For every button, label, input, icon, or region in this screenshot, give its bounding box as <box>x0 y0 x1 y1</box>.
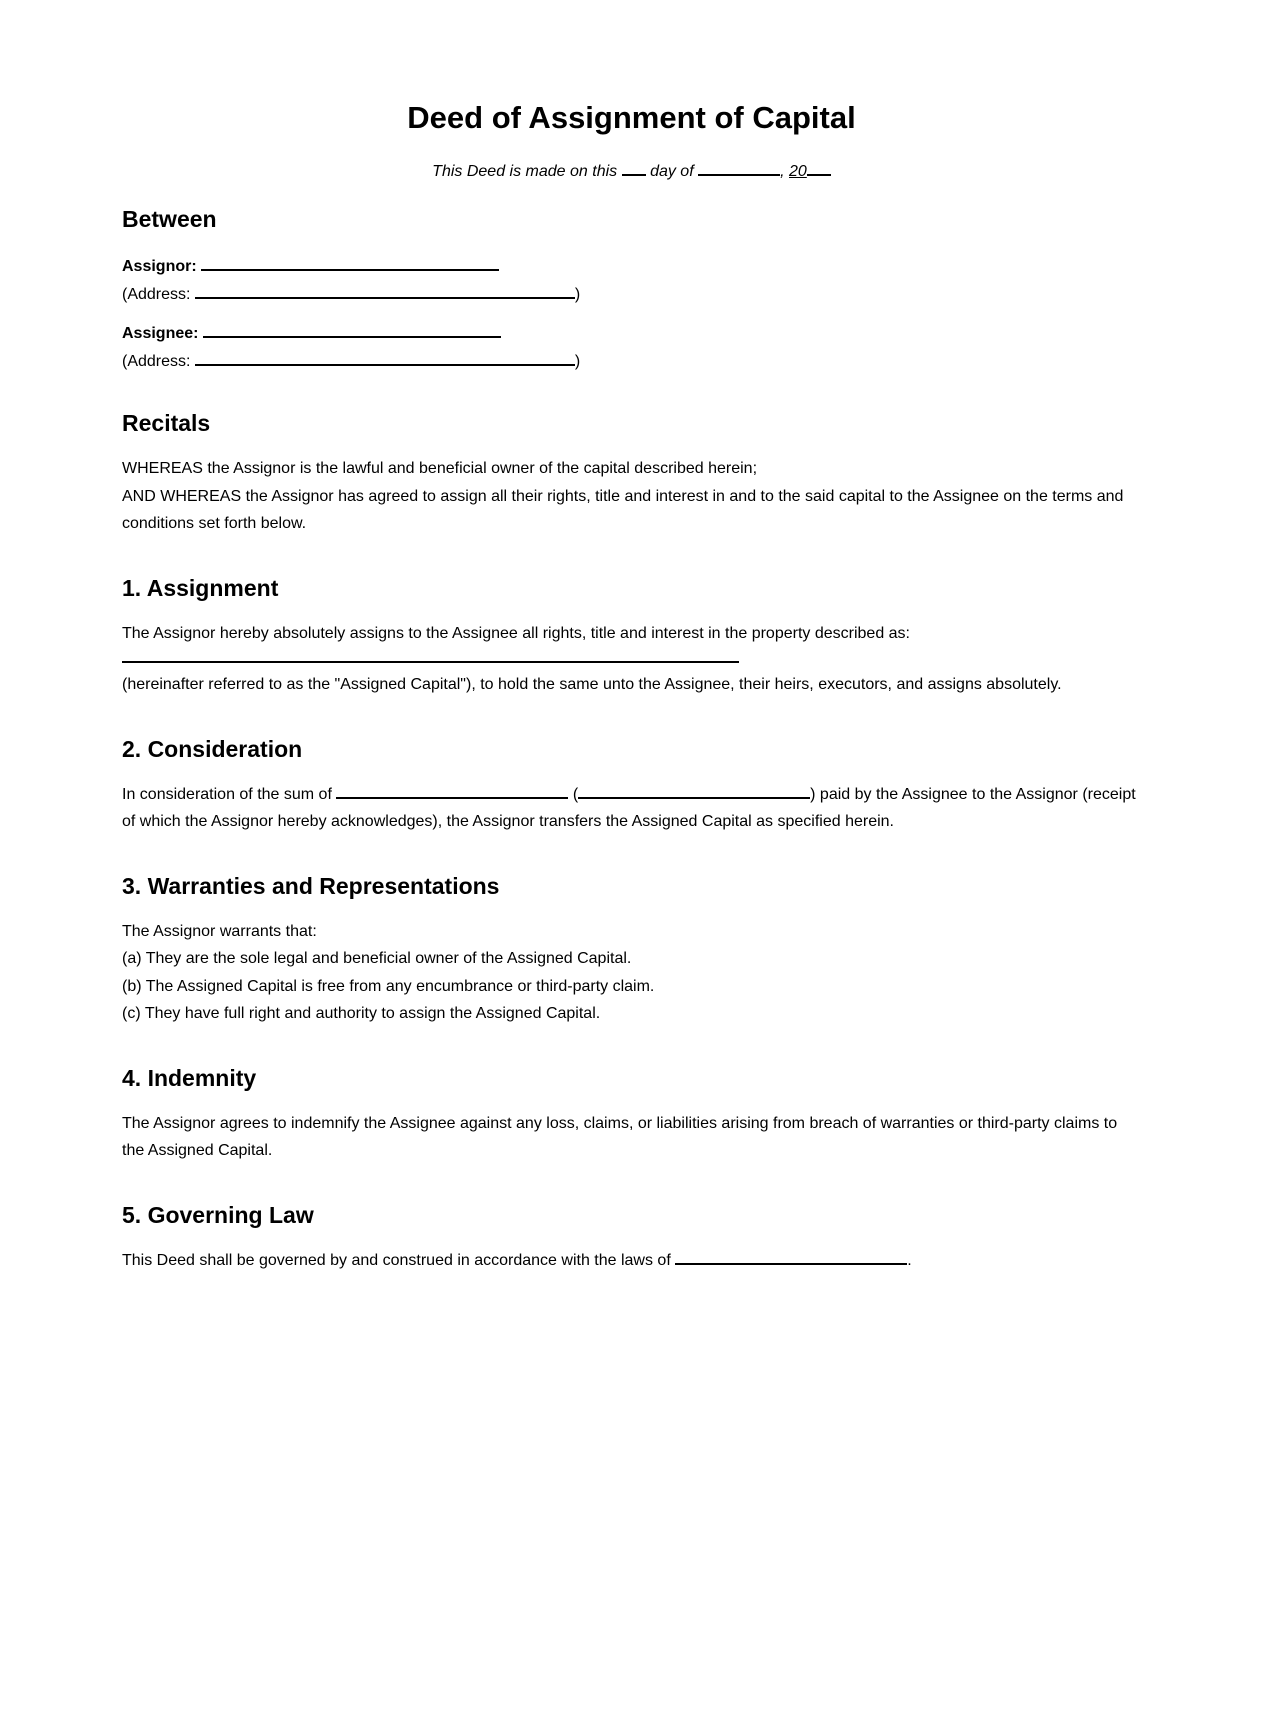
warranties-heading: 3. Warranties and Representations <box>122 872 500 899</box>
assignment-text-2: (hereinafter referred to as the "Assigned Capital"), to hold the same unto the Assignee, their heirs, executors, and assigns absolutely. <box>122 676 1062 693</box>
month-blank[interactable] <box>698 159 780 176</box>
assignee-address-blank[interactable] <box>195 349 575 366</box>
dateline <box>122 159 1141 182</box>
warranty-item-b: (b) The Assigned Capital is free from any encumbrance or third-party claim. <box>122 977 655 995</box>
indemnity-heading: 4. Indemnity <box>122 1064 257 1091</box>
assignor-block <box>122 253 1141 308</box>
governing-law-heading: 5. Governing Law <box>122 1201 314 1228</box>
between-heading: Between <box>122 206 217 232</box>
recitals-heading: Recitals <box>122 410 211 436</box>
assignee-name-blank[interactable] <box>203 321 501 338</box>
dateline-comma: , <box>780 163 785 180</box>
jurisdiction-blank[interactable] <box>675 1248 907 1265</box>
assignor-label: Assignor: <box>122 258 197 275</box>
year-prefix: 20 <box>789 163 807 180</box>
assignee-label: Assignee: <box>122 325 199 342</box>
consideration-text-b: ) paid by the Assignee to the Assignor (receipt of which the Assignor hereby acknowledges), the Assignor transfers the Assigned Capital as specified herein. <box>122 785 1136 830</box>
year-blank[interactable] <box>807 159 831 176</box>
assignor-address-open: (Address: <box>122 285 191 303</box>
indemnity-section <box>122 1064 1141 1165</box>
dateline-day-of: day of <box>650 163 694 180</box>
assignment-heading: 1. Assignment <box>122 574 279 601</box>
indemnity-text: The Assignor agrees to indemnify the Assignee against any loss, claims, or liabilities arising from breach of warranties or third-party claims to the Assigned Capital. <box>122 1114 1118 1159</box>
sum-figures-blank[interactable] <box>336 782 568 799</box>
assignor-address-blank[interactable] <box>195 282 575 299</box>
governing-law-end: . <box>907 1251 912 1269</box>
consideration-text-a: In consideration of the sum of <box>122 785 332 803</box>
consideration-paren-open: ( <box>572 785 579 803</box>
warranty-item-a: (a) They are the sole legal and beneficial owner of the Assigned Capital. <box>122 950 632 967</box>
sum-words-blank[interactable] <box>578 782 810 799</box>
document-title: Deed of Assignment of Capital <box>407 100 856 135</box>
assignment-section <box>122 574 1141 699</box>
assignor-address-close: ) <box>574 285 581 303</box>
warranties-section <box>122 872 1141 1028</box>
warranty-item-c: (c) They have full right and authority to assign the Assigned Capital. <box>122 1005 601 1022</box>
consideration-heading: 2. Consideration <box>122 735 303 762</box>
consideration-text <box>122 781 1141 836</box>
governing-law-section <box>122 1201 1141 1275</box>
recital-line-1: WHEREAS the Assignor is the lawful and beneficial owner of the capital described herein; <box>122 460 758 477</box>
assignee-address-open: (Address: <box>122 352 191 370</box>
governing-law-text: This Deed shall be governed by and construed in accordance with the laws of <box>122 1251 671 1269</box>
assignor-name-blank[interactable] <box>201 254 499 271</box>
day-blank[interactable] <box>622 159 646 176</box>
property-description-blank[interactable] <box>122 649 739 663</box>
recitals-section <box>122 409 1141 538</box>
dateline-made-on: This Deed is made on this <box>432 163 618 180</box>
assignment-text-1: The Assignor hereby absolutely assigns to the Assignee all rights, title and interest in the property described as: <box>122 624 910 642</box>
assignee-address-close: ) <box>574 352 581 370</box>
warranties-intro: The Assignor warrants that: <box>122 922 317 940</box>
consideration-section <box>122 735 1141 836</box>
governing-law-text-line <box>122 1247 1141 1275</box>
recital-line-2: AND WHEREAS the Assignor has agreed to assign all their rights, title and interest in and to the said capital to the Assignee on the terms and conditions set forth below. <box>122 487 1124 532</box>
assignee-block <box>122 320 1141 375</box>
